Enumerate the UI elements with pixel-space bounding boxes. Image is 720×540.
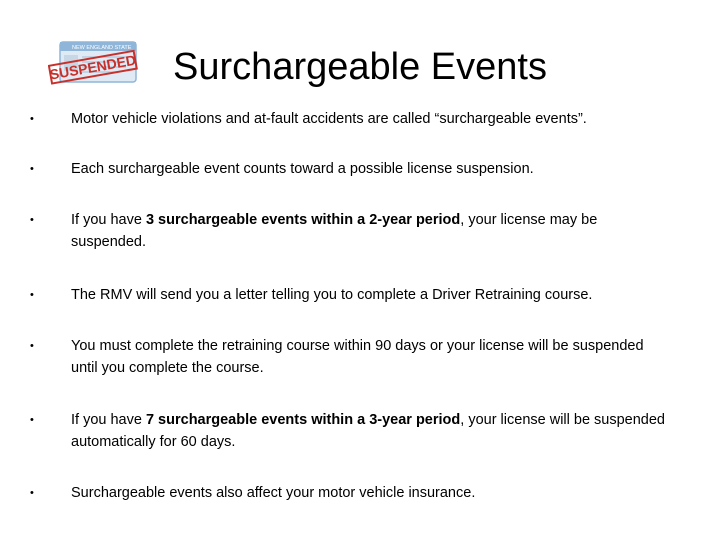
bullet-icon: •	[30, 340, 34, 352]
card-header-text: NEW ENGLAND STATE	[72, 45, 132, 51]
bullet-icon: •	[30, 163, 34, 175]
bullet-text: You must complete the retraining course within 90 days or your license will be suspended until you complete the course.	[71, 338, 644, 376]
bullet-text-lead: If you have	[71, 212, 146, 228]
bullet-text-tail: , your license will be suspended automatically for 60 days.	[71, 412, 665, 450]
bullet-icon: •	[30, 414, 34, 426]
bullet-text: Motor vehicle violations and at-fault accidents are called “surchargeable events”.	[71, 111, 587, 127]
bullet-text	[71, 209, 671, 253]
stamp-text: SUSPENDED	[48, 51, 138, 83]
bullet-icon: •	[30, 289, 34, 301]
bullet-text: The RMV will send you a letter telling you to complete a Driver Retraining course.	[71, 287, 593, 303]
bullet-text-emphasis: 3 surchargeable events within a 2-year period	[145, 212, 461, 228]
bullet-text-emphasis: 7 surchargeable events within a 3-year period	[145, 412, 461, 428]
bullet-icon: •	[30, 113, 34, 125]
bullet-text-lead: If you have	[71, 412, 146, 428]
bullet-text: Each surchargeable event counts toward a possible license suspension.	[71, 161, 534, 177]
bullet-icon: •	[30, 487, 34, 499]
bullet-text-tail: , your license may be suspended.	[71, 212, 598, 250]
bullet-text	[71, 409, 671, 453]
bullet-text: Surchargeable events also affect your motor vehicle insurance.	[71, 485, 476, 501]
bullet-icon: •	[30, 214, 34, 226]
slide-title: Surchargeable Events	[173, 46, 547, 88]
